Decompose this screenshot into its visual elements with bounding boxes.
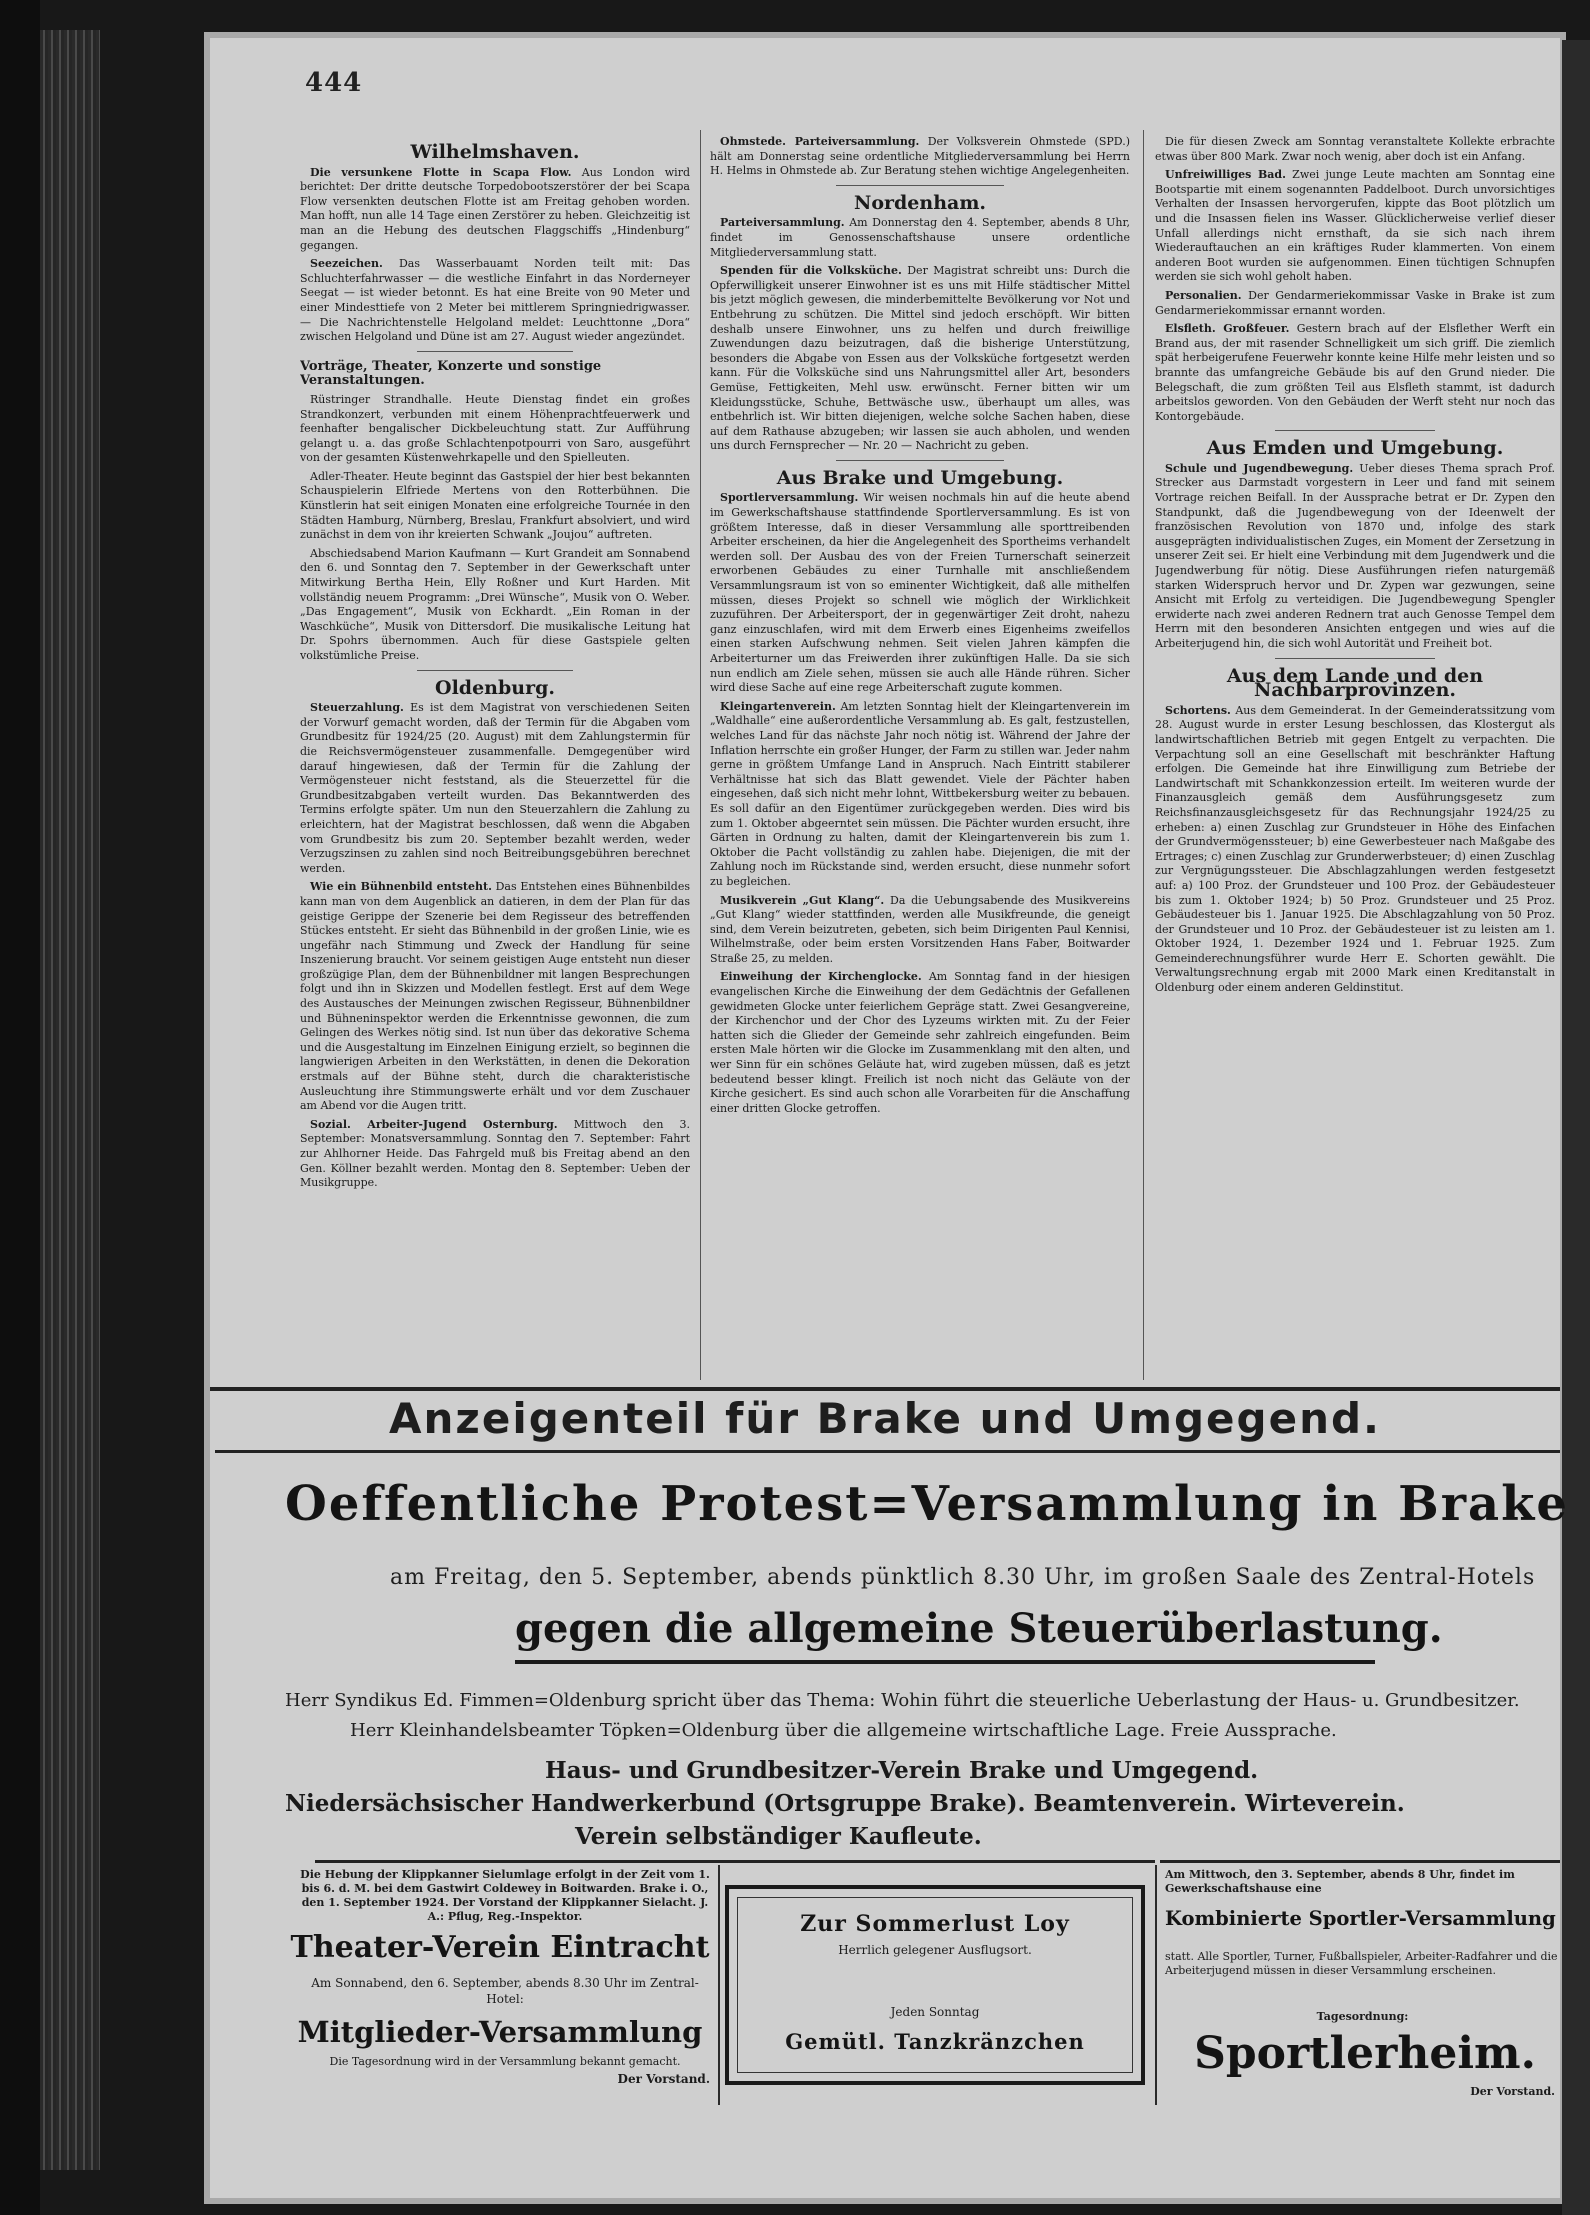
article-schortens bbox=[1155, 704, 1555, 996]
article-lead: Sozial. Arbeiter-Jugend Osternburg. bbox=[310, 1117, 558, 1131]
article-text: Ueber dieses Thema sprach Prof. Strecker aus Darmstadt vorgestern in Leer und fand mit seinem Vortrage reichen Beifall. In der Aussprache betrat er Dr. Zypen den Standpunkt, daß die Jugendbewegung von der Ideenwelt der französischen Revolution von 1870 und, infolge des stark ausgeprägten individualistischen Zuges, ein Moment der Zersetzung in unserer Zeit sei. Er hielt eine Verbindung mit dem Jugendwerk und die Jugendwerbung für nötig. Diese Ausführungen riefen naturgemäß starken Widerspruch hervor und Dr. Zypen war gezwungen, seine Ansicht mit Erfolg zu verteidigen. Die Jugendbewegung Spengler erwiderte nach zwei anderen Rednern trat auch Genosse Tempel dem Herrn mit den besonderen Ansichten entgegen und wies auf die Arbeiterjugend hin, die sich wohl Autorität und Freiheit bot. bbox=[1155, 461, 1555, 650]
divider bbox=[417, 351, 573, 352]
article-lead: Musikverein „Gut Klang“. bbox=[720, 893, 885, 907]
heading-brake: Aus Brake und Umgebung. bbox=[776, 466, 1064, 489]
article-steuer bbox=[300, 701, 690, 876]
article-lead: Schule und Jugendbewegung. bbox=[1165, 461, 1354, 475]
article-elsfleth bbox=[1155, 322, 1555, 424]
ad-section-rule bbox=[215, 1450, 1560, 1453]
article-text: Der Volksverein Ohmstede (SPD.) hält am Donnerstag seine ordentliche Mitgliederversammlung bei Herrn H. Helms in Ohmstede ab. Zur Beratung stehen wichtige Angelegenheiten. bbox=[710, 135, 1130, 178]
article-lead: Die versunkene Flotte in Scapa Flow. bbox=[310, 165, 572, 179]
ad-column-rule-2 bbox=[1155, 1865, 1157, 2105]
article-text: Der Gendarmeriekommissar Vaske in Brake ist zum Gendarmeriekommissar ernannt worden. bbox=[1155, 288, 1555, 317]
article-text: Der Magistrat schreibt uns: Durch die Opferwilligkeit unserer Einwohner ist es uns mit Hilfe städtischer Mittel bis jetzt möglich gewesen, die minderbemittelte Bevölkerung vor Not und Entbehrung zu schützen. Die Mittel sind jedoch erschöpft. Wir bitten deshalb unsere Einwohner, uns zu helfen und durch freiwillige Zuwendungen dazu beizutragen, daß die bisherige Unterstützung, besonders die Abgabe von Essen aus der Volksküche fortgesetzt werden kann. Für die Volksküche sind uns Nahrungsmittel aller Art, besonders Gemüse, Fettigkeiten, Mehl usw. erwünscht. Ferner bitten wir um Kleidungsstücke, Schuhe, Bettwäsche usw., überhaupt um alles, was entbehrlich ist. Wir bitten diejenigen, welche solche Sachen haben, diese auf dem Rathause abzugeben; wir lassen sie auch abholen, und wenden uns durch Fernsprecher — Nr. 20 — Nachricht zu geben. bbox=[710, 264, 1130, 453]
article-lead: Ohmstede. Parteiversammlung. bbox=[720, 135, 920, 148]
theater-ad-note: Die Tagesordnung wird in der Versammlung bekannt gemacht. bbox=[329, 2055, 681, 2068]
protest-speaker-1: Herr Syndikus Ed. Fimmen=Oldenburg spricht über das Thema: Wohin führt die steuerliche Ueberlastung der Haus- u. Grundbesitzer. bbox=[285, 1690, 1520, 1711]
protest-speaker-2: Herr Kleinhandelsbeamter Töpken=Oldenburg über die allgemeine wirtschaftliche Lage. Freie Aussprache. bbox=[350, 1720, 1337, 1741]
ad-section-top-rule bbox=[210, 1387, 1560, 1391]
article-abschied: Abschiedsabend Marion Kaufmann — Kurt Grandeit am Sonnabend den 6. und Sonntag den 7. September in der Gewerkschaft unter Mitwirkung Bertha Hein, Elly Roßner und Kurt Harden. Mit vollständig neuem Programm: „Drei Wünsche“, Musik von O. Weber. „Das Engagement“, Musik von Eckhardt. „Ein Roman in der Waschküche“, Musik von Dittersdorf. Die musikalische Leitung hat Dr. Spohrs übernommen. Auch für diese Gastspiele gelten volkstümliche Preise. bbox=[300, 546, 690, 662]
article-glocke-cont: Die für diesen Zweck am Sonntag veranstaltete Kollekte erbrachte etwas über 800 Mark. Zwar noch wenig, aber doch ist ein Anfang. bbox=[1155, 135, 1555, 163]
protest-topic: gegen die allgemeine Steuerüberlastung. bbox=[515, 1605, 1443, 1652]
article-text: Es ist dem Magistrat von verschiedenen Seiten der Vorwurf gemacht worden, daß der Termin für die Abgaben vom Grundbesitz für 1924/25 (20. August) mit dem Zahlungstermin für die Reichsvermögensteuer zusammenfalle. Demgegenüber wird darauf hingewiesen, daß der Termin für die Zahlung der Vermögensteuer nicht feststand, als die Steuerzettel für die Grundbesitzabgaben verteilt wurden. Das Bekanntwerden des Termins erfolgte später. Um nun den Steuerzahlern die Zahlung zu erleichtern, hat der Magistrat beschlossen, daß wenn die Abgaben vom Grundbesitz bis zum 20. September bezahlt werden, weder Verzugszinsen zu zahlen sind noch Beitreibungsgebühren berechnet werden. bbox=[300, 701, 690, 875]
sport-ad-signature: Der Vorstand. bbox=[1470, 2085, 1555, 2098]
article-spende bbox=[710, 264, 1130, 454]
article-lead: Seezeichen. bbox=[310, 257, 383, 271]
article-lead: Spenden für die Volksküche. bbox=[720, 264, 902, 278]
heading-emden: Aus Emden und Umgebung. bbox=[1206, 437, 1504, 460]
heading-oldenburg: Oldenburg. bbox=[435, 676, 555, 699]
sport-ad-intro: Am Mittwoch, den 3. September, abends 8 Uhr, findet im Gewerkschaftshause eine bbox=[1165, 1868, 1515, 1895]
article-text: Aus London wird berichtet: Der dritte deutsche Torpedobootszerstörer der bei Scapa Flow versenkten deutschen Flotte ist am Freitag gehoben worden. Man hofft, nun alle 14 Tage einen Zerstörer zu heben. Gleichzeitig ist man an die Hebung des deutschen Flaggschiffs „Hindenburg“ gegangen. bbox=[300, 165, 690, 252]
theater-ad-when: Am Sonnabend, den 6. September, abends 8.30 Uhr im Zentral-Hotel: bbox=[311, 1976, 699, 2006]
article-text: Gestern brach auf der Elsflether Werft ein Brand aus, der mit rasender Schnelligkeit um sich griff. Die ziemlich spät herbeigerufene Feuerwehr konnte keine Hilfe mehr leisten und so brannte das umfangreiche Gebäude bis auf den Grund nieder. Die Belegschaft, die zum größten Teil aus Elsfleth stammt, ist dadurch arbeitslos geworden. Von den Gebäuden der Werft steht nur noch das Kontorgebäude. bbox=[1155, 322, 1555, 423]
sport-ad-agenda: Tagesordnung: bbox=[1316, 2010, 1409, 2023]
article-unfall bbox=[1155, 168, 1555, 285]
protest-org-3: Verein selbständiger Kaufleute. bbox=[575, 1823, 982, 1850]
article-lead: Parteiversammlung. bbox=[720, 216, 845, 230]
article-musik bbox=[710, 894, 1130, 967]
article-sozial bbox=[300, 1118, 690, 1191]
loy-ad-subtitle: Herrlich gelegener Ausflugsort. bbox=[838, 1943, 1032, 1957]
article-buehne bbox=[300, 880, 690, 1114]
protest-org-1: Haus- und Grundbesitzer-Verein Brake und Umgegend. bbox=[545, 1757, 1259, 1784]
article-lead: Personalien. bbox=[1165, 288, 1242, 302]
loy-ad-box bbox=[725, 1885, 1145, 2085]
article-partei bbox=[710, 216, 1130, 260]
ad-column-rule-1 bbox=[718, 1865, 720, 2105]
page-stack-edge bbox=[40, 30, 100, 2170]
protest-org-2: Niedersächsischer Handwerkerbund (Ortsgruppe Brake). Beamtenverein. Wirteverein. bbox=[285, 1790, 1405, 1817]
column-3 bbox=[1155, 135, 1555, 1000]
divider bbox=[836, 185, 1004, 186]
heading-vortraege: Vorträge, Theater, Konzerte und sonstige Veranstaltungen. bbox=[300, 358, 602, 389]
article-lead: Schortens. bbox=[1165, 703, 1231, 717]
sport-ad-body: statt. Alle Sportler, Turner, Fußballspieler, Arbeiter-Radfahrer und die Arbeiterjugend müssen in dieser Versammlung erscheinen. bbox=[1165, 1950, 1558, 1977]
article-seezeichen bbox=[300, 257, 690, 345]
article-text: Mittwoch den 3. September: Monatsversammlung. Sonntag den 7. September: Fahrt zur Ahlhorner Heide. Das Fahrgeld muß bis Freitag abend an den Gen. Köllner bezahlt werden. Montag den 8. September: Ueben der Musikgruppe. bbox=[300, 1117, 690, 1190]
article-kleingarten bbox=[710, 700, 1130, 890]
article-lead: Unfreiwilliges Bad. bbox=[1165, 168, 1286, 182]
theater-ad-title: Theater-Verein Eintracht bbox=[290, 1930, 710, 1965]
article-personalien bbox=[1155, 289, 1555, 318]
article-text: Am letzten Sonntag hielt der Kleingartenverein im „Waldhalle“ eine außerordentliche Versammlung ab. Es galt, festzustellen, welches Land für das nächste Jahr noch nötig ist. Während der Jahre der Inflation herrschte ein großer Hunger, der Farm zu stillen war. Jeder nahm gerne in größtem Umfange Land in Anspruch. Nach Eintritt stabilerer Verhältnisse hat sich das Blatt gewendet. Viele der Pächter haben eingesehen, daß sich nicht mehr lohnt, Wittbekersburg weiter zu bebauen. Es soll dafür an den Eigentümer zurückgegeben werden. Dies wird bis zum 1. Oktober abgeerntet sein müssen. Die Pächter wurden ersucht, ihre Gärten in Ordnung zu halten, damit der Kleingartenverein bis zum 1. Oktober die Pacht vollständig zu zahlen habe. Diejenigen, die mit der Zahlung noch im Rückstande sind, werden ersucht, diese nunmehr sofort zu begleichen. bbox=[710, 699, 1130, 888]
article-lead: Wie ein Bühnenbild entsteht. bbox=[310, 880, 492, 894]
loy-ad-title: Zur Sommerlust Loy bbox=[800, 1911, 1070, 1937]
article-sportler bbox=[710, 491, 1130, 695]
protest-underline bbox=[515, 1660, 1375, 1664]
article-adler: Adler-Theater. Heute beginnt das Gastspiel der hier best bekannten Schauspielerin Elfriede Mertens von den Rotterbühnen. Die Künstlerin hat seit einigen Monaten eine erfolgreiche Tournée in den Städten Hamburg, Nürnberg, Breslau, Frankfurt absolviert, und wird zunächst in dem von ihr kreierten Schwank „Joujou“ auftreten. bbox=[300, 469, 690, 542]
article-lead: Einweihung der Kirchenglocke. bbox=[720, 970, 922, 984]
article-lead: Sportlerversammlung. bbox=[720, 491, 859, 505]
article-text: Das Entstehen eines Bühnenbildes kann man von dem Augenblick an datieren, in dem der Plan für das geistige Gerippe der Szenerie bei dem Regisseur des betreffenden Stückes entsteht. Er sieht das Bühnenbild in der großen Linie, wie es ungefähr nach Stimmung und Zweck der Handlung für seine Inszenierung braucht. Vor seinem geistigen Auge entsteht nun dieser großzügige Plan, dem der Bühnenbildner mit langen Besprechungen folgt und ihn in Skizzen und Modellen festlegt. Erst auf dem Wege des Austausches der Meinungen zwischen Regisseur, Bühnenbildner und Bühneninspektor werden die Erkenntnisse gewonnen, die zum Gelingen des Werkes nötig sind. Ist nun über das dekorative Schema und die Ausgestaltung im Einzelnen Einigung erzielt, so beginnen die langwierigen Arbeiten in den Werkstätten, in denen die Dekoration erstmals auf der Bühne steht, durch die charakteristische Ausleuchtung ihre Stimmungswerte erhält und vor dem Zuschauer am Abend vor die Augen tritt. bbox=[300, 880, 690, 1113]
article-kirche bbox=[710, 970, 1130, 1116]
sport-ad-heim: Sportlerheim. bbox=[1194, 2028, 1536, 2079]
article-text: Am Donnerstag den 4. September, abends 8 Uhr, findet im Genossenschaftshause unsere ordentliche Mitgliederversammlung statt. bbox=[710, 216, 1130, 259]
article-strandhalle: Rüstringer Strandhalle. Heute Dienstag findet ein großes Strandkonzert, verbunden mit einem Höhenprachtfeuerwerk und feenhafter bengalischer Dickbeleuchtung statt. Zur Aufführung gelangt u. a. das große Schlachtenpotpourri von Saro, ausgeführt von der gesamten Küstenwehrkapelle und den Spielleuten. bbox=[300, 392, 690, 465]
ad-section-header: Anzeigenteil für Brake und Umgegend. bbox=[388, 1394, 1382, 1443]
divider bbox=[1275, 430, 1435, 431]
sport-ad-title: Kombinierte Sportler-Versammlung bbox=[1165, 1907, 1556, 1930]
article-text: Zwei junge Leute machten am Sonntag eine Bootspartie mit einem sogenannten Paddelboot. Durch unvorsichtiges Verhalten der Insassen hervorgerufen, kippte das Boot plötzlich um und die Insassen fielen ins Wasser. Glücklicherweise verlief dieser Unfall allerdings nicht ernsthaft, da sie sich nach ihrem Wiederauftauchen an ein kräftiges Ruder klammerten. Von einem anderen Boot wurden sie aufgenommen. Einen tüchtigen Schnupfen werden sie sich wohl geholt haben. bbox=[1155, 168, 1555, 284]
ad-lower-rule-left bbox=[315, 1860, 1155, 1863]
article-text: Aus dem Gemeinderat. In der Gemeinderatssitzung vom 28. August wurde in erster Lesung beschlossen, das Klostergut als landwirtschaftlichen Betrieb mit gegen Entgelt zu verpachten. Die Verpachtung soll an eine Gesellschaft mit beschränkter Haftung erfolgen. Die Gemeinde hat ihre Einwilligung zum Betriebe der Landwirtschaft mit Schankkonzession erteilt. Im weiteren wurde der Finanzausgleich gemäß dem Ausführungsgesetz zum Reichsfinanzausgleichsgesetz für das Rechnungsjahr 1924/25 zu erheben: a) einen Zuschlag zur Grundsteuer in Höhe des Einfachen der Grundvermögenssteuer; b) eine Gewerbesteuer nach Maßgabe des Ertrages; c) einen Zuschlag zur Grunderwerbsteuer; d) einen Zuschlag zur Vergnügungssteuer. Die Abschlagzahlungen werden festgesetzt auf: a) 100 Proz. der Grundsteuer und 100 Proz. der Gebäudesteuer bis zum 1. Oktober 1924; b) 50 Proz. Grundsteuer und 25 Proz. Gebäudesteuer bis 1. Januar 1925. Die Abschlagzahlung von 50 Proz. der Grundsteuer und 10 Proz. der Gebäudesteuer ist zu leisten am 1. Oktober 1924, 1. Dezember 1924 und 1. Februar 1925. Zum Gemeinderechnungsführer wurde Herr E. Schorten gewählt. Die Verwaltungsrechnung ergab mit 2000 Mark einen Kreditanstalt in Oldenburg oder einem anderen Geldinstitut. bbox=[1155, 703, 1555, 995]
divider bbox=[1275, 658, 1435, 659]
article-lead: Kleingartenverein. bbox=[720, 699, 836, 713]
theater-ad-meeting: Mitglieder-Versammlung bbox=[297, 2015, 703, 2049]
divider bbox=[836, 460, 1004, 461]
protest-when: am Freitag, den 5. September, abends pünktlich 8.30 Uhr, im großen Saale des Zentral-Hotels bbox=[390, 1565, 1536, 1590]
heading-wilhelmshaven: Wilhelmshaven. bbox=[410, 141, 580, 163]
loy-ad-dance: Gemütl. Tanzkränzchen bbox=[785, 2029, 1085, 2054]
article-text: Das Wasserbauamt Norden teilt mit: Das Schluchterfahrwasser — die westliche Einfahrt in das Norderneyer Seegat — ist wieder betonnt. Es hat eine Breite von 90 Meter und einer Mindesttiefe von 2 Meter bei mittlerem Springniedrigwasser. — Die Nachrichtenstelle Helgoland meldet: Leuchttonne „Dora“ zwischen Helgoland und Düne ist am 27. August wieder angezündet. bbox=[300, 257, 690, 344]
scan-right-edge bbox=[1562, 40, 1590, 2215]
article-ohmstede bbox=[710, 135, 1130, 179]
heading-nordenham: Nordenham. bbox=[853, 191, 987, 214]
column-rule-1 bbox=[700, 130, 701, 1380]
loy-ad-every: Jeden Sonntag bbox=[890, 2005, 980, 2019]
column-rule-2 bbox=[1143, 130, 1144, 1380]
heading-lande: Aus dem Lande und den Nachbarprovinzen. bbox=[1226, 664, 1484, 702]
theater-ad-signature: Der Vorstand. bbox=[617, 2072, 710, 2086]
page-number: 444 bbox=[305, 68, 363, 98]
article-text: Wir weisen nochmals hin auf die heute abend im Gewerkschaftshause stattfindende Sportlerversammlung. Es ist von größtem Interesse, daß in dieser Versammlung alle sporttreibenden Arbeiter erscheinen, da hier die Angelegenheit des Sportheims verhandelt werden soll. Der Ausbau des von der Freien Turnerschaft seinerzeit erworbenen Gebäudes zu einer Turnhalle mit anschließendem Versammlungsraum ist von so eminenter Wichtigkeit, daß alle mithelfen müssen, dieses Projekt so schnell wie möglich der Wirklichkeit zuzuführen. Der Arbeitersport, der in gegenwärtiger Zeit droht, nahezu ganz einzuschlafen, wird mit dem Erwerb eines Eigenheims zweifellos einen starken Aufschwung nehmen. Seit vielen Jahren kämpfen die Arbeiterturner um das Freiwerden ihrer zukünftigen Halle. Da sie sich nun endlich am Ziele sehen, müssen sie auch alle Hände rühren. Sicher wird diese Sache auf eine rege Arbeiterschaft zugute kommen. bbox=[710, 491, 1130, 695]
book-binding bbox=[0, 0, 40, 2215]
ad-lower-rule-right bbox=[1160, 1860, 1560, 1863]
protest-title: Oeffentliche Protest=Versammlung in Brake bbox=[285, 1476, 1569, 1532]
article-text: Da die Uebungsabende des Musikvereins „Gut Klang“ wieder stattfinden, werden alle Musikfreunde, die geneigt sind, dem Verein beizutreten, gebeten, sich beim Dirigenten Paul Kennisi, Wilhelmstraße, oder beim ersten Vorsitzenden Hans Faber, Boitwarder Straße 25, zu melden. bbox=[710, 893, 1130, 965]
article-text: Am Sonntag fand in der hiesigen evangelischen Kirche die Einweihung der dem Gedächtnis der Gefallenen gewidmeten Glocke unter feierlichem Gepräge statt. Zwei Gesangvereine, der Kirchenchor und der Chor des Lyzeums wirkten mit. Zu der Feier hatten sich die Glieder der Gemeinde sehr zahlreich eingefunden. Beim ersten Male hörten wir die Glocke im Zusammenklang mit den alten, und wer Sinn für ein schönes Geläute hat, wird zugeben müssen, daß es jetzt bedeutend besser klingt. Freilich ist noch nicht das Geläute von der Kirche gesichert. Es sind auch schon alle Vorarbeiten für die Anschaffung einer dritten Glocke getroffen. bbox=[710, 970, 1130, 1115]
column-2 bbox=[710, 135, 1130, 1120]
siel-notice: Die Hebung der Klippkanner Sielumlage erfolgt in der Zeit vom 1. bis 6. d. M. bei dem Gastwirt Coldewey in Boitwarden. Brake i. O., den 1. September 1924. Der Vorstand der Klippkanner Sielacht. J. A.: Pflug, Reg.-Inspektor. bbox=[300, 1868, 710, 1923]
divider bbox=[417, 670, 573, 671]
article-schule bbox=[1155, 462, 1555, 652]
article-lead: Steuerzahlung. bbox=[310, 701, 404, 715]
article-lead: Elsfleth. Großfeuer. bbox=[1165, 322, 1290, 336]
article-flotte bbox=[300, 166, 690, 254]
column-1 bbox=[300, 135, 690, 1195]
